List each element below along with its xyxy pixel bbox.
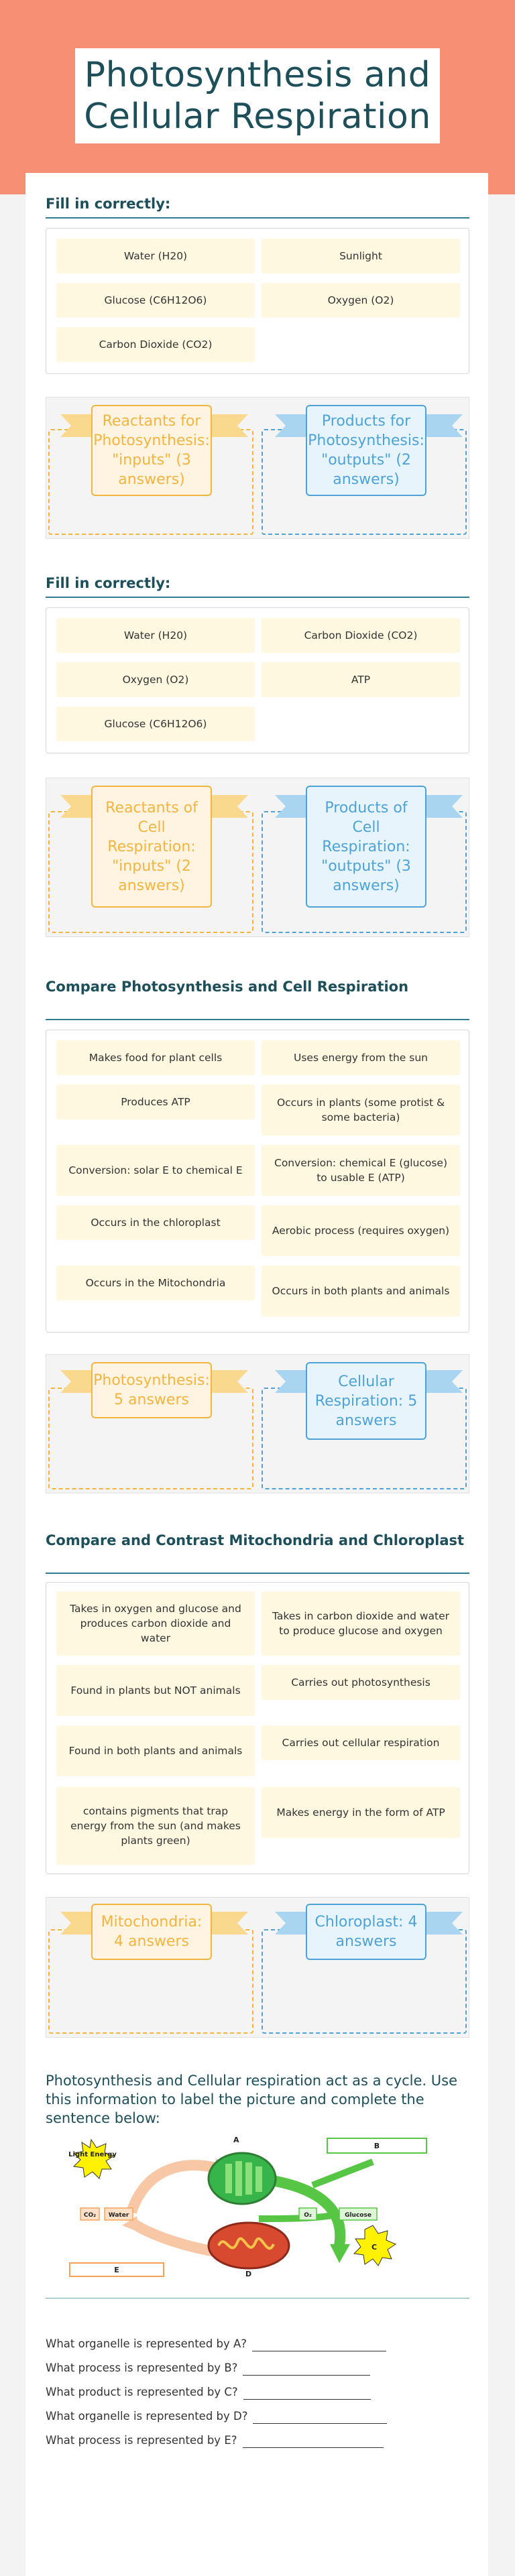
- draggable-answer-tile[interactable]: Makes food for plant cells: [56, 1040, 255, 1075]
- draggable-answer-tile[interactable]: Carries out cellular respiration: [262, 1725, 460, 1760]
- question-row: [46, 2337, 386, 2351]
- draggable-answer-tile[interactable]: Carbon Dioxide (CO2): [56, 327, 255, 362]
- draggable-answer-tile[interactable]: Takes in oxygen and glucose and produces carbon dioxide and water: [56, 1591, 255, 1656]
- light-energy-icon: [74, 2140, 114, 2179]
- draggable-answer-tile[interactable]: Oxygen (O2): [262, 283, 460, 318]
- draggable-answer-tile[interactable]: Carbon Dioxide (CO2): [262, 618, 460, 653]
- section-heading: Compare Photosynthesis and Cell Respiration: [46, 979, 409, 995]
- label-a: A: [233, 2136, 239, 2144]
- title-box: [75, 48, 440, 143]
- draggable-answer-tile[interactable]: Occurs in the Mitochondria: [56, 1266, 255, 1300]
- section-rule: [46, 1573, 469, 1574]
- draggable-answer-tile[interactable]: ATP: [262, 662, 460, 697]
- label-d: D: [245, 2270, 252, 2278]
- draggable-answer-tile[interactable]: Conversion: solar E to chemical E: [56, 1145, 255, 1196]
- cycle-diagram: [58, 2132, 467, 2279]
- question-row: [46, 2433, 384, 2448]
- arrow-icon: [312, 2162, 373, 2185]
- draggable-answer-tile[interactable]: Occurs in the chloroplast: [56, 1205, 255, 1240]
- arrow-icon: [131, 2222, 219, 2252]
- draggable-answer-tile[interactable]: Takes in carbon dioxide and water to produce glucose and oxygen: [262, 1591, 460, 1656]
- label-e: E: [114, 2266, 119, 2274]
- draggable-answer-tile[interactable]: Carries out photosynthesis: [262, 1665, 460, 1700]
- zone-label-products: Products of Cell Respiration: "outputs" (3 answers): [306, 786, 426, 908]
- draggable-answer-tile[interactable]: Glucose (C6H12O6): [56, 283, 255, 318]
- answer-blank[interactable]: [253, 2410, 387, 2424]
- question-text: What process is represented by B?: [46, 2362, 238, 2374]
- draggable-answer-tile[interactable]: contains pigments that trap energy from the sun (and makes plants green): [56, 1787, 255, 1865]
- label-co2: CO₂: [83, 2212, 97, 2219]
- question-text: What process is represented by E?: [46, 2434, 237, 2447]
- answer-blank[interactable]: [252, 2338, 386, 2351]
- draggable-answer-tile[interactable]: Conversion: chemical E (glucose) to usable E (ATP): [262, 1145, 460, 1196]
- draggable-answer-tile[interactable]: Produces ATP: [56, 1085, 255, 1119]
- label-c: C: [371, 2243, 378, 2252]
- question-row: [46, 2409, 387, 2424]
- zone-label-chloroplast: Chloroplast: 4 answers: [306, 1904, 426, 1960]
- arrow-icon: [330, 2244, 350, 2263]
- label-glucose: Glucose: [345, 2212, 371, 2219]
- section-rule: [46, 597, 469, 598]
- section-heading: Fill in correctly:: [46, 575, 171, 591]
- answer-blank[interactable]: [243, 2386, 371, 2400]
- question-text: What organelle is represented by A?: [46, 2337, 247, 2350]
- label-light-energy: Light Energy: [68, 2151, 117, 2158]
- draggable-answer-tile[interactable]: Water (H20): [56, 618, 255, 653]
- arrow-icon: [131, 2165, 219, 2212]
- page-title: Photosynthesis and Cellular Respiration: [84, 55, 431, 137]
- label-water: Water: [108, 2212, 129, 2219]
- draggable-answer-tile[interactable]: Aerobic process (requires oxygen): [262, 1205, 460, 1256]
- question-text: What organelle is represented by D?: [46, 2410, 248, 2422]
- zone-label-reactants: Reactants for Photosynthesis: "inputs" (3 answers): [91, 405, 212, 496]
- section-heading: Compare and Contrast Mitochondria and Chloroplast: [46, 1532, 465, 1548]
- question-row: [46, 2385, 371, 2400]
- question-text: What product is represented by C?: [46, 2386, 238, 2398]
- draggable-answer-tile[interactable]: Sunlight: [262, 239, 460, 273]
- answer-blank[interactable]: [243, 2435, 384, 2448]
- question-row: [46, 2361, 370, 2376]
- draggable-answer-tile[interactable]: Uses energy from the sun: [262, 1040, 460, 1075]
- zone-label-mitochondria: Mitochondria: 4 answers: [91, 1904, 212, 1960]
- arrow-icon: [259, 2215, 333, 2219]
- draggable-answer-tile[interactable]: Occurs in plants (some protist & some bacteria): [262, 1085, 460, 1136]
- label-o2: O₂: [304, 2212, 312, 2219]
- draggable-answer-tile[interactable]: Found in both plants and animals: [56, 1725, 255, 1776]
- draggable-answer-tile[interactable]: Found in plants but NOT animals: [56, 1665, 255, 1716]
- draggable-answer-tile[interactable]: Occurs in both plants and animals: [262, 1266, 460, 1316]
- label-b: B: [374, 2142, 380, 2150]
- cycle-instructions: Photosynthesis and Cellular respiration act as a cycle. Use this information to label the picture and complete the sentence below:: [46, 2073, 458, 2126]
- draggable-answer-tile[interactable]: Water (H20): [56, 239, 255, 273]
- zone-label-respiration: Cellular Respiration: 5 answers: [306, 1362, 426, 1440]
- draggable-answer-tile[interactable]: Glucose (C6H12O6): [56, 707, 255, 741]
- section-rule: [46, 217, 469, 219]
- zone-label-photosynthesis: Photosynthesis: 5 answers: [91, 1362, 212, 1418]
- section-heading: Fill in correctly:: [46, 196, 171, 212]
- draggable-answer-tile[interactable]: Oxygen (O2): [56, 662, 255, 697]
- section-rule: [46, 1019, 469, 1020]
- draggable-answer-tile[interactable]: Makes energy in the form of ATP: [262, 1787, 460, 1838]
- answer-blank[interactable]: [243, 2362, 370, 2376]
- zone-label-reactants: Reactants of Cell Respiration: "inputs" (2 answers): [91, 786, 212, 908]
- zone-label-products: Products for Photosynthesis: "outputs" (2 answers): [306, 405, 426, 496]
